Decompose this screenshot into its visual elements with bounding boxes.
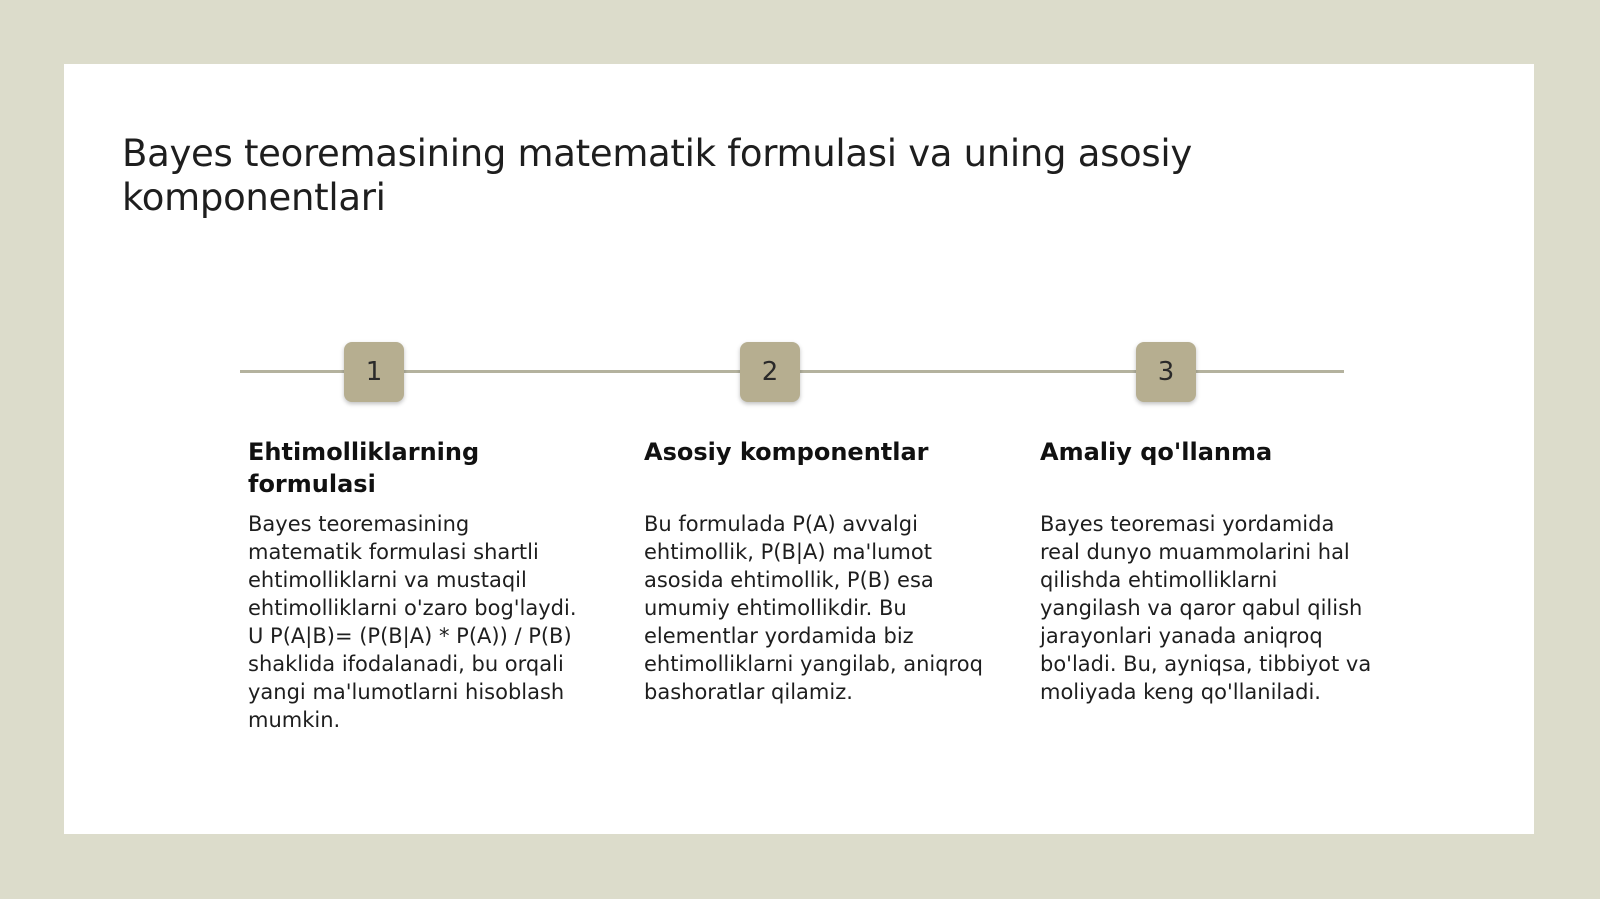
step-marker-2: 2 [740, 342, 800, 402]
step-heading: Ehtimolliklarning formulasi [248, 438, 480, 498]
slide [64, 64, 1534, 834]
step-marker-3: 3 [1136, 342, 1196, 402]
slide-title: Bayes teoremasining matematik formulasi va uning asosiy komponentlari [122, 132, 1192, 219]
step-text: Bayes teoremasining matematik formulasi shartli ehtimolliklarni va mustaqil ehtimolliklarni o'zaro bog'laydi. U P(A|B)= (P(B|A) * P(A)) / P(B) shaklida ifodalanadi, bu orqali yangi ma'lumotlarni hisoblash mumkin. [248, 512, 577, 732]
step-3 [1040, 436, 1380, 706]
step-heading: Asosiy komponentlar [644, 438, 929, 466]
step-text: Bu formulada P(A) avvalgi ehtimollik, P(B|A) ma'lumot asosida ehtimollik, P(B) esa umumiy ehtimollikdir. Bu elementlar yordamida biz ehtimolliklarni yangilab, aniqroq bashoratlar qilamiz. [644, 512, 983, 704]
step-2 [644, 436, 984, 706]
slide-frame [64, 64, 1534, 834]
step-1 [248, 436, 588, 734]
step-heading: Amaliy qo'llanma [1040, 438, 1273, 466]
step-text: Bayes teoremasi yordamida real dunyo muammolarini hal qilishda ehtimolliklarni yangilash va qaror qabul qilish jarayonlari yanada aniqroq bo'ladi. Bu, ayniqsa, tibbiyot va moliyada keng qo'llaniladi. [1040, 512, 1372, 704]
step-marker-1: 1 [344, 342, 404, 402]
